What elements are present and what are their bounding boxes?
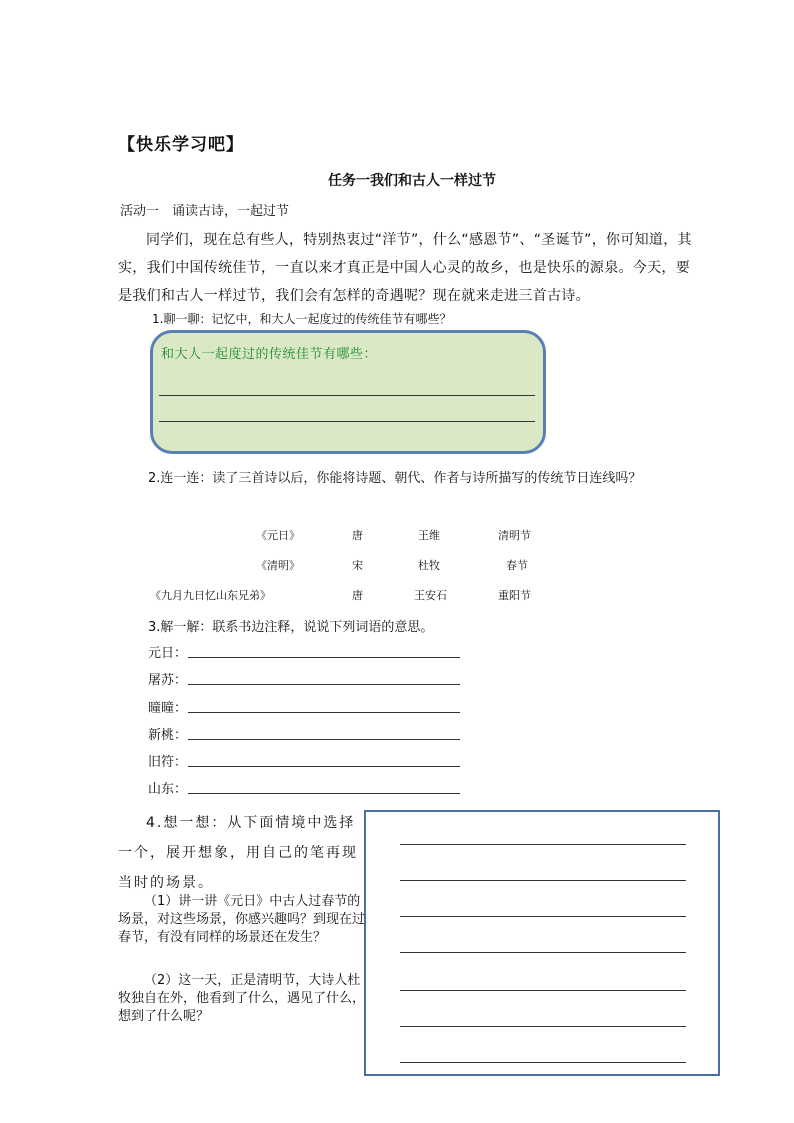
term-answer-line[interactable] [188,739,460,740]
question-3-prompt: 3.解一解：联系书边注释，说说下列词语的意思。 [148,620,434,635]
term-answer-line[interactable] [188,712,460,713]
section-title: 【快乐学习吧】 [118,135,244,155]
term-label: 屠苏： [148,673,188,688]
dynasty[interactable]: 宋 [352,559,363,572]
answer-line[interactable] [159,395,535,396]
writing-line[interactable] [400,952,686,953]
writing-line[interactable] [400,1026,686,1027]
author[interactable]: 王维 [418,529,440,542]
intro-paragraph: 同学们，现在总有些人，特别热衷过“洋节”，什么“感恩节”、“圣诞节”，你可知道，其实，我们中国传统佳节，一直以来才真正是中国人心灵的故乡，也是快乐的源泉。今天，要是我们和古人一样过节，我们会有怎样的奇遇呢？现在就来走进三首古诗。 [118,232,692,304]
writing-line[interactable] [400,880,686,881]
question-1-prompt: 1.聊一聊：记忆中，和大人一起度过的传统佳节有哪些？ [152,312,452,326]
term-answer-line[interactable] [188,766,460,767]
dynasty[interactable]: 唐 [352,589,363,602]
question-2-prompt: 2.连一连：读了三首诗以后，你能将诗题、朝代、作者与诗所描写的传统节日连线吗？ [148,471,642,486]
festival[interactable]: 清明节 [498,529,531,542]
writing-line[interactable] [400,916,686,917]
dynasty[interactable]: 唐 [352,529,363,542]
term-label: 山东： [148,782,188,797]
author[interactable]: 杜牧 [418,559,440,572]
festival[interactable]: 春节 [506,559,528,572]
activity-title: 活动一 诵读古诗，一起过节 [120,204,290,219]
answer-line[interactable] [159,421,535,422]
term-label: 元日： [148,646,188,661]
festival-answer-box [150,330,546,454]
poem-title[interactable]: 《元日》 [256,529,300,542]
author[interactable]: 王安石 [414,589,447,602]
scenario-option-2: （2）这一天，正是清明节，大诗人杜牧独自在外，他看到了什么，遇见了什么，想到了什么呢？ [118,973,366,1024]
term-answer-line[interactable] [188,793,460,794]
term-answer-line[interactable] [188,684,460,685]
term-label: 旧符： [148,755,188,770]
poem-title[interactable]: 《九月九日忆山东兄弟》 [150,589,271,602]
scenario-option-1: （1）讲一讲《元日》中古人过春节的场景，对这些场景，你感兴趣吗？到现在过春节，有没有同样的场景还在发生？ [118,894,366,945]
festival[interactable]: 重阳节 [498,589,531,602]
writing-line[interactable] [400,990,686,991]
term-label: 曈曈： [148,701,188,716]
answer-box-label: 和大人一起度过的传统佳节有哪些： [161,347,378,362]
question-4-prompt: 4.想一想：从下面情境中选择一个，展开想象，用自己的笔再现当时的场景。 [118,815,358,891]
term-answer-line[interactable] [188,657,460,658]
task-title: 任务一我们和古人一样过节 [328,173,496,189]
writing-box [364,810,720,1076]
writing-line[interactable] [400,844,686,845]
poem-title[interactable]: 《清明》 [256,559,300,572]
writing-line[interactable] [400,1062,686,1063]
term-label: 新桃： [148,728,188,743]
